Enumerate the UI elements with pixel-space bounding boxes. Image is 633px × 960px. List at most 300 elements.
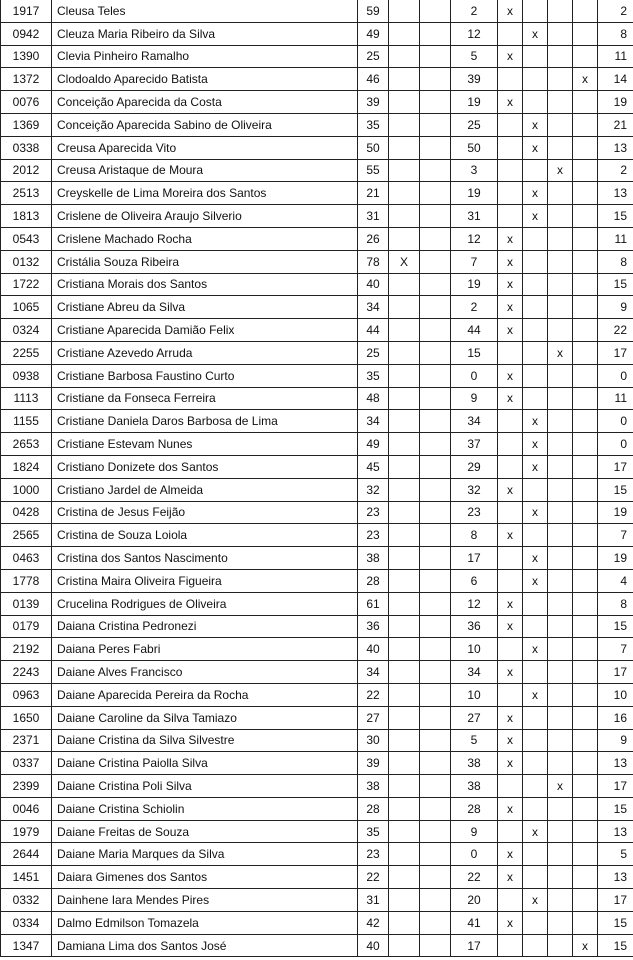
value-cell: 31 bbox=[451, 205, 498, 228]
mark-column-2-cell bbox=[523, 0, 548, 22]
table-row bbox=[1, 797, 633, 820]
mark-column-3-cell bbox=[548, 661, 573, 684]
mark-column-3-cell bbox=[548, 638, 573, 661]
flag-column-1-cell bbox=[389, 866, 420, 889]
final-value-cell: 19 bbox=[598, 91, 633, 114]
age-cell: 40 bbox=[358, 638, 389, 661]
mark-column-4-cell bbox=[573, 752, 598, 775]
mark-column-3-cell: x bbox=[548, 341, 573, 364]
mark-column-1-cell bbox=[498, 683, 523, 706]
age-cell: 23 bbox=[358, 843, 389, 866]
flag-column-2-cell bbox=[420, 273, 451, 296]
age-cell: 34 bbox=[358, 661, 389, 684]
age-cell: 61 bbox=[358, 592, 389, 615]
mark-column-2-cell bbox=[523, 227, 548, 250]
table-row bbox=[1, 22, 633, 45]
mark-column-2-cell bbox=[523, 729, 548, 752]
age-cell: 44 bbox=[358, 319, 389, 342]
registration-code-cell: 1000 bbox=[1, 478, 52, 501]
mark-column-2-cell bbox=[523, 45, 548, 68]
age-cell: 28 bbox=[358, 569, 389, 592]
value-cell: 12 bbox=[451, 592, 498, 615]
mark-column-4-cell bbox=[573, 250, 598, 273]
age-cell: 32 bbox=[358, 478, 389, 501]
registration-code-cell: 0324 bbox=[1, 319, 52, 342]
mark-column-2-cell bbox=[523, 478, 548, 501]
mark-column-1-cell bbox=[498, 638, 523, 661]
mark-column-4-cell bbox=[573, 569, 598, 592]
mark-column-3-cell bbox=[548, 45, 573, 68]
name-cell: Cleuza Maria Ribeiro da Silva bbox=[52, 22, 358, 45]
mark-column-2-cell bbox=[523, 797, 548, 820]
registration-code-cell: 1155 bbox=[1, 410, 52, 433]
flag-column-1-cell bbox=[389, 934, 420, 957]
flag-column-1-cell bbox=[389, 0, 420, 22]
mark-column-3-cell bbox=[548, 296, 573, 319]
final-value-cell: 9 bbox=[598, 729, 633, 752]
mark-column-1-cell: x bbox=[498, 615, 523, 638]
flag-column-1-cell bbox=[389, 706, 420, 729]
mark-column-2-cell: x bbox=[523, 683, 548, 706]
mark-column-4-cell bbox=[573, 843, 598, 866]
final-value-cell: 8 bbox=[598, 592, 633, 615]
value-cell: 41 bbox=[451, 911, 498, 934]
age-cell: 38 bbox=[358, 775, 389, 798]
mark-column-2-cell bbox=[523, 911, 548, 934]
flag-column-1-cell bbox=[389, 410, 420, 433]
mark-column-3-cell bbox=[548, 273, 573, 296]
flag-column-1-cell bbox=[389, 547, 420, 570]
age-cell: 42 bbox=[358, 911, 389, 934]
name-cell: Daiane Alves Francisco bbox=[52, 661, 358, 684]
mark-column-1-cell: x bbox=[498, 797, 523, 820]
mark-column-3-cell bbox=[548, 501, 573, 524]
name-cell: Crislene Machado Rocha bbox=[52, 227, 358, 250]
mark-column-2-cell bbox=[523, 341, 548, 364]
mark-column-3-cell bbox=[548, 387, 573, 410]
mark-column-4-cell: x bbox=[573, 68, 598, 91]
mark-column-3-cell bbox=[548, 797, 573, 820]
mark-column-2-cell bbox=[523, 91, 548, 114]
registration-code-cell: 2644 bbox=[1, 843, 52, 866]
mark-column-3-cell bbox=[548, 227, 573, 250]
mark-column-1-cell: x bbox=[498, 0, 523, 22]
table-row bbox=[1, 387, 633, 410]
flag-column-2-cell bbox=[420, 68, 451, 91]
flag-column-1-cell bbox=[389, 569, 420, 592]
name-cell: Conceição Aparecida da Costa bbox=[52, 91, 358, 114]
table-row bbox=[1, 729, 633, 752]
mark-column-1-cell bbox=[498, 410, 523, 433]
flag-column-2-cell bbox=[420, 159, 451, 182]
value-cell: 2 bbox=[451, 0, 498, 22]
mark-column-2-cell bbox=[523, 661, 548, 684]
table-row bbox=[1, 227, 633, 250]
name-cell: Crucelina Rodrigues de Oliveira bbox=[52, 592, 358, 615]
table-row bbox=[1, 638, 633, 661]
flag-column-1-cell bbox=[389, 683, 420, 706]
table-row bbox=[1, 364, 633, 387]
registration-code-cell: 2192 bbox=[1, 638, 52, 661]
mark-column-4-cell bbox=[573, 455, 598, 478]
flag-column-1-cell bbox=[389, 775, 420, 798]
flag-column-1-cell bbox=[389, 433, 420, 456]
mark-column-3-cell bbox=[548, 182, 573, 205]
table-row bbox=[1, 0, 633, 22]
flag-column-1-cell bbox=[389, 524, 420, 547]
mark-column-1-cell: x bbox=[498, 524, 523, 547]
name-cell: Cristiane Barbosa Faustino Curto bbox=[52, 364, 358, 387]
age-cell: 39 bbox=[358, 752, 389, 775]
mark-column-2-cell: x bbox=[523, 410, 548, 433]
value-cell: 37 bbox=[451, 433, 498, 456]
mark-column-1-cell: x bbox=[498, 592, 523, 615]
mark-column-2-cell bbox=[523, 364, 548, 387]
name-cell: Clevia Pinheiro Ramalho bbox=[52, 45, 358, 68]
name-cell: Daiana Cristina Pedronezi bbox=[52, 615, 358, 638]
table-row bbox=[1, 934, 633, 957]
flag-column-2-cell bbox=[420, 319, 451, 342]
table-row bbox=[1, 205, 633, 228]
mark-column-4-cell bbox=[573, 524, 598, 547]
age-cell: 48 bbox=[358, 387, 389, 410]
final-value-cell: 8 bbox=[598, 22, 633, 45]
mark-column-2-cell bbox=[523, 159, 548, 182]
flag-column-2-cell bbox=[420, 22, 451, 45]
mark-column-1-cell: x bbox=[498, 227, 523, 250]
mark-column-1-cell bbox=[498, 455, 523, 478]
flag-column-1-cell bbox=[389, 843, 420, 866]
flag-column-1-cell bbox=[389, 296, 420, 319]
flag-column-2-cell bbox=[420, 501, 451, 524]
mark-column-1-cell: x bbox=[498, 866, 523, 889]
value-cell: 29 bbox=[451, 455, 498, 478]
mark-column-4-cell bbox=[573, 45, 598, 68]
name-cell: Dalmo Edmilson Tomazela bbox=[52, 911, 358, 934]
mark-column-2-cell: x bbox=[523, 820, 548, 843]
mark-column-4-cell bbox=[573, 410, 598, 433]
mark-column-1-cell bbox=[498, 182, 523, 205]
flag-column-2-cell bbox=[420, 0, 451, 22]
flag-column-2-cell bbox=[420, 341, 451, 364]
table-body bbox=[1, 0, 633, 957]
final-value-cell: 21 bbox=[598, 113, 633, 136]
registration-code-cell: 1390 bbox=[1, 45, 52, 68]
mark-column-4-cell bbox=[573, 387, 598, 410]
mark-column-1-cell: x bbox=[498, 387, 523, 410]
mark-column-4-cell bbox=[573, 227, 598, 250]
age-cell: 21 bbox=[358, 182, 389, 205]
flag-column-1-cell bbox=[389, 797, 420, 820]
flag-column-1-cell bbox=[389, 911, 420, 934]
mark-column-1-cell bbox=[498, 136, 523, 159]
flag-column-2-cell bbox=[420, 889, 451, 912]
value-cell: 12 bbox=[451, 22, 498, 45]
mark-column-4-cell bbox=[573, 136, 598, 159]
mark-column-4-cell bbox=[573, 501, 598, 524]
registration-code-cell: 2565 bbox=[1, 524, 52, 547]
table-row bbox=[1, 159, 633, 182]
final-value-cell: 13 bbox=[598, 820, 633, 843]
age-cell: 22 bbox=[358, 683, 389, 706]
mark-column-1-cell: x bbox=[498, 319, 523, 342]
table-row bbox=[1, 250, 633, 273]
name-cell: Cristina de Souza Loiola bbox=[52, 524, 358, 547]
mark-column-4-cell bbox=[573, 775, 598, 798]
mark-column-1-cell bbox=[498, 205, 523, 228]
mark-column-4-cell bbox=[573, 205, 598, 228]
flag-column-1-cell bbox=[389, 501, 420, 524]
flag-column-2-cell bbox=[420, 113, 451, 136]
mark-column-1-cell: x bbox=[498, 45, 523, 68]
age-cell: 23 bbox=[358, 501, 389, 524]
final-value-cell: 13 bbox=[598, 866, 633, 889]
table-row bbox=[1, 889, 633, 912]
age-cell: 46 bbox=[358, 68, 389, 91]
mark-column-3-cell bbox=[548, 136, 573, 159]
final-value-cell: 2 bbox=[598, 0, 633, 22]
table-row bbox=[1, 683, 633, 706]
name-cell: Cristiane Azevedo Arruda bbox=[52, 341, 358, 364]
registration-code-cell: 0132 bbox=[1, 250, 52, 273]
value-cell: 15 bbox=[451, 341, 498, 364]
value-cell: 19 bbox=[451, 182, 498, 205]
age-cell: 36 bbox=[358, 615, 389, 638]
mark-column-3-cell bbox=[548, 250, 573, 273]
registration-code-cell: 0428 bbox=[1, 501, 52, 524]
mark-column-2-cell bbox=[523, 592, 548, 615]
registration-code-cell: 1372 bbox=[1, 68, 52, 91]
value-cell: 39 bbox=[451, 68, 498, 91]
name-cell: Daiane Freitas de Souza bbox=[52, 820, 358, 843]
name-cell: Daiane Cristina Paiolla Silva bbox=[52, 752, 358, 775]
table-row bbox=[1, 410, 633, 433]
table-row bbox=[1, 706, 633, 729]
value-cell: 32 bbox=[451, 478, 498, 501]
final-value-cell: 11 bbox=[598, 387, 633, 410]
mark-column-1-cell: x bbox=[498, 478, 523, 501]
mark-column-3-cell bbox=[548, 889, 573, 912]
mark-column-2-cell bbox=[523, 68, 548, 91]
registration-code-cell: 2255 bbox=[1, 341, 52, 364]
flag-column-1-cell bbox=[389, 45, 420, 68]
table-row bbox=[1, 569, 633, 592]
mark-column-3-cell bbox=[548, 547, 573, 570]
final-value-cell: 15 bbox=[598, 205, 633, 228]
flag-column-1-cell bbox=[389, 820, 420, 843]
final-value-cell: 15 bbox=[598, 797, 633, 820]
table-row bbox=[1, 592, 633, 615]
value-cell: 34 bbox=[451, 661, 498, 684]
mark-column-4-cell bbox=[573, 91, 598, 114]
name-cell: Daiane Cristina da Silva Silvestre bbox=[52, 729, 358, 752]
final-value-cell: 15 bbox=[598, 934, 633, 957]
table-row bbox=[1, 615, 633, 638]
mark-column-1-cell: x bbox=[498, 752, 523, 775]
mark-column-2-cell: x bbox=[523, 22, 548, 45]
final-value-cell: 10 bbox=[598, 683, 633, 706]
final-value-cell: 13 bbox=[598, 136, 633, 159]
name-cell: Daiara Gimenes dos Santos bbox=[52, 866, 358, 889]
mark-column-2-cell: x bbox=[523, 501, 548, 524]
registration-code-cell: 2243 bbox=[1, 661, 52, 684]
value-cell: 8 bbox=[451, 524, 498, 547]
mark-column-2-cell bbox=[523, 706, 548, 729]
mark-column-4-cell bbox=[573, 706, 598, 729]
flag-column-2-cell bbox=[420, 45, 451, 68]
table-row bbox=[1, 866, 633, 889]
name-cell: Cristina de Jesus Feijão bbox=[52, 501, 358, 524]
name-cell: Damiana Lima dos Santos José bbox=[52, 934, 358, 957]
value-cell: 17 bbox=[451, 547, 498, 570]
mark-column-3-cell bbox=[548, 592, 573, 615]
final-value-cell: 5 bbox=[598, 843, 633, 866]
table-row bbox=[1, 273, 633, 296]
mark-column-3-cell bbox=[548, 911, 573, 934]
age-cell: 23 bbox=[358, 524, 389, 547]
name-cell: Daiane Caroline da Silva Tamiazo bbox=[52, 706, 358, 729]
value-cell: 10 bbox=[451, 683, 498, 706]
flag-column-2-cell bbox=[420, 843, 451, 866]
table-row bbox=[1, 775, 633, 798]
name-cell: Clodoaldo Aparecido Batista bbox=[52, 68, 358, 91]
flag-column-2-cell bbox=[420, 638, 451, 661]
mark-column-4-cell bbox=[573, 364, 598, 387]
mark-column-3-cell bbox=[548, 113, 573, 136]
mark-column-1-cell bbox=[498, 22, 523, 45]
flag-column-1-cell bbox=[389, 113, 420, 136]
registration-code-cell: 0963 bbox=[1, 683, 52, 706]
flag-column-2-cell bbox=[420, 227, 451, 250]
mark-column-4-cell bbox=[573, 433, 598, 456]
mark-column-4-cell bbox=[573, 889, 598, 912]
flag-column-1-cell bbox=[389, 889, 420, 912]
age-cell: 59 bbox=[358, 0, 389, 22]
flag-column-1-cell bbox=[389, 22, 420, 45]
age-cell: 31 bbox=[358, 889, 389, 912]
age-cell: 50 bbox=[358, 136, 389, 159]
mark-column-1-cell: x bbox=[498, 296, 523, 319]
registration-code-cell: 1824 bbox=[1, 455, 52, 478]
mark-column-1-cell bbox=[498, 820, 523, 843]
final-value-cell: 17 bbox=[598, 889, 633, 912]
age-cell: 78 bbox=[358, 250, 389, 273]
mark-column-1-cell bbox=[498, 68, 523, 91]
name-cell: Cristiane Daniela Daros Barbosa de Lima bbox=[52, 410, 358, 433]
value-cell: 19 bbox=[451, 273, 498, 296]
flag-column-1-cell bbox=[389, 661, 420, 684]
name-cell: Cristiane Abreu da Silva bbox=[52, 296, 358, 319]
flag-column-2-cell bbox=[420, 820, 451, 843]
mark-column-2-cell bbox=[523, 934, 548, 957]
flag-column-2-cell bbox=[420, 364, 451, 387]
mark-column-2-cell: x bbox=[523, 205, 548, 228]
registration-code-cell: 0179 bbox=[1, 615, 52, 638]
age-cell: 25 bbox=[358, 45, 389, 68]
flag-column-1-cell bbox=[389, 182, 420, 205]
name-cell: Cristina Maira Oliveira Figueira bbox=[52, 569, 358, 592]
table-row bbox=[1, 296, 633, 319]
flag-column-1-cell bbox=[389, 478, 420, 501]
value-cell: 44 bbox=[451, 319, 498, 342]
name-cell: Cleusa Teles bbox=[52, 0, 358, 22]
value-cell: 23 bbox=[451, 501, 498, 524]
value-cell: 36 bbox=[451, 615, 498, 638]
mark-column-3-cell bbox=[548, 478, 573, 501]
registration-code-cell: 2012 bbox=[1, 159, 52, 182]
final-value-cell: 19 bbox=[598, 547, 633, 570]
mark-column-3-cell bbox=[548, 433, 573, 456]
age-cell: 30 bbox=[358, 729, 389, 752]
flag-column-1-cell bbox=[389, 159, 420, 182]
value-cell: 0 bbox=[451, 364, 498, 387]
name-cell: Crislene de Oliveira Araujo Silverio bbox=[52, 205, 358, 228]
flag-column-1-cell bbox=[389, 273, 420, 296]
mark-column-4-cell bbox=[573, 615, 598, 638]
final-value-cell: 17 bbox=[598, 661, 633, 684]
registration-code-cell: 2399 bbox=[1, 775, 52, 798]
table-row bbox=[1, 661, 633, 684]
mark-column-4-cell: x bbox=[573, 934, 598, 957]
mark-column-3-cell bbox=[548, 0, 573, 22]
value-cell: 22 bbox=[451, 866, 498, 889]
final-value-cell: 15 bbox=[598, 273, 633, 296]
registration-code-cell: 0938 bbox=[1, 364, 52, 387]
flag-column-1-cell bbox=[389, 227, 420, 250]
mark-column-2-cell bbox=[523, 775, 548, 798]
final-value-cell: 0 bbox=[598, 410, 633, 433]
flag-column-2-cell bbox=[420, 182, 451, 205]
name-cell: Creyskelle de Lima Moreira dos Santos bbox=[52, 182, 358, 205]
age-cell: 40 bbox=[358, 934, 389, 957]
final-value-cell: 8 bbox=[598, 250, 633, 273]
mark-column-3-cell bbox=[548, 524, 573, 547]
flag-column-2-cell bbox=[420, 683, 451, 706]
final-value-cell: 17 bbox=[598, 341, 633, 364]
flag-column-2-cell bbox=[420, 410, 451, 433]
mark-column-2-cell bbox=[523, 752, 548, 775]
age-cell: 31 bbox=[358, 205, 389, 228]
flag-column-1-cell bbox=[389, 341, 420, 364]
table-row bbox=[1, 752, 633, 775]
mark-column-2-cell: x bbox=[523, 569, 548, 592]
mark-column-2-cell: x bbox=[523, 455, 548, 478]
mark-column-4-cell bbox=[573, 661, 598, 684]
mark-column-4-cell bbox=[573, 638, 598, 661]
mark-column-3-cell bbox=[548, 866, 573, 889]
mark-column-3-cell bbox=[548, 706, 573, 729]
value-cell: 20 bbox=[451, 889, 498, 912]
registration-code-cell: 2513 bbox=[1, 182, 52, 205]
name-cell: Cristiana Morais dos Santos bbox=[52, 273, 358, 296]
table-row bbox=[1, 843, 633, 866]
name-cell: Daiane Cristina Schiolin bbox=[52, 797, 358, 820]
final-value-cell: 19 bbox=[598, 501, 633, 524]
mark-column-4-cell bbox=[573, 341, 598, 364]
registration-code-cell: 1451 bbox=[1, 866, 52, 889]
name-cell: Cristiane Aparecida Damião Felix bbox=[52, 319, 358, 342]
flag-column-1-cell bbox=[389, 387, 420, 410]
mark-column-4-cell bbox=[573, 478, 598, 501]
mark-column-3-cell bbox=[548, 410, 573, 433]
table-row bbox=[1, 341, 633, 364]
registration-code-cell: 0338 bbox=[1, 136, 52, 159]
registration-code-cell: 0139 bbox=[1, 592, 52, 615]
registration-code-cell: 0334 bbox=[1, 911, 52, 934]
table-row bbox=[1, 182, 633, 205]
flag-column-1-cell bbox=[389, 638, 420, 661]
flag-column-2-cell bbox=[420, 250, 451, 273]
